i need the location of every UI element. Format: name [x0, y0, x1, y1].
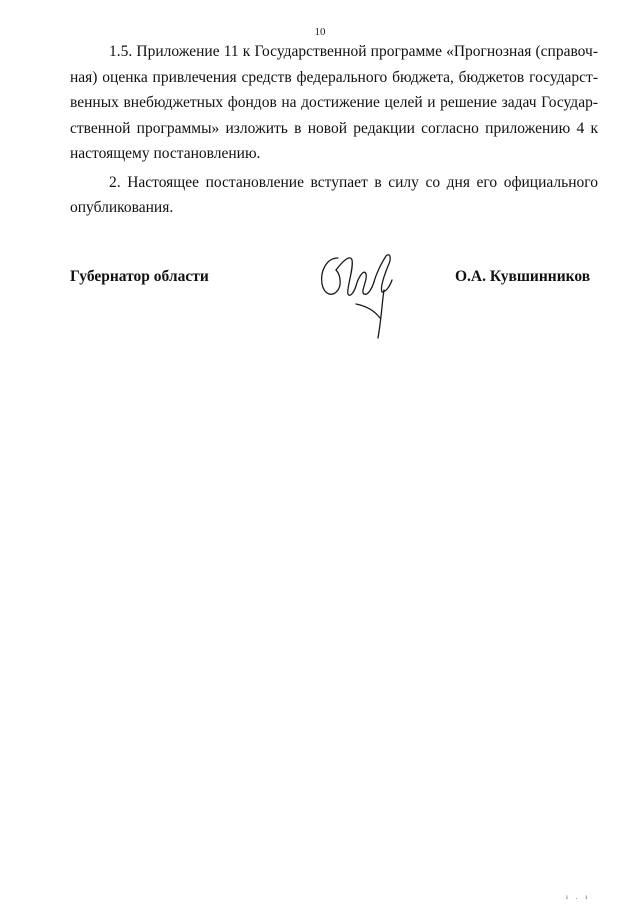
signatory-role: Губернатор области [70, 268, 209, 285]
page-number: 10 [314, 26, 326, 38]
document-body [70, 39, 598, 221]
footer-marks: ı . ı [566, 893, 591, 901]
paragraph-effective-date: 2. Настоящее постановление вступает в силу со дня его официального опубликования. [70, 173, 598, 216]
signatory-name: О.А. Кувшинников [455, 268, 591, 285]
paragraph-appendix-11: 1.5. Приложение 11 к Государственной программе «Прогнозная (справочная) оценка привлечения средств федерального бюджета, бюджетов государственных внебюджетных фондов на достижение целей и решение задач Государственной программы» изложить в новой редакции согласно приложению 4 к настоящему постановлению. [70, 43, 598, 162]
handwritten-signature [316, 244, 402, 340]
